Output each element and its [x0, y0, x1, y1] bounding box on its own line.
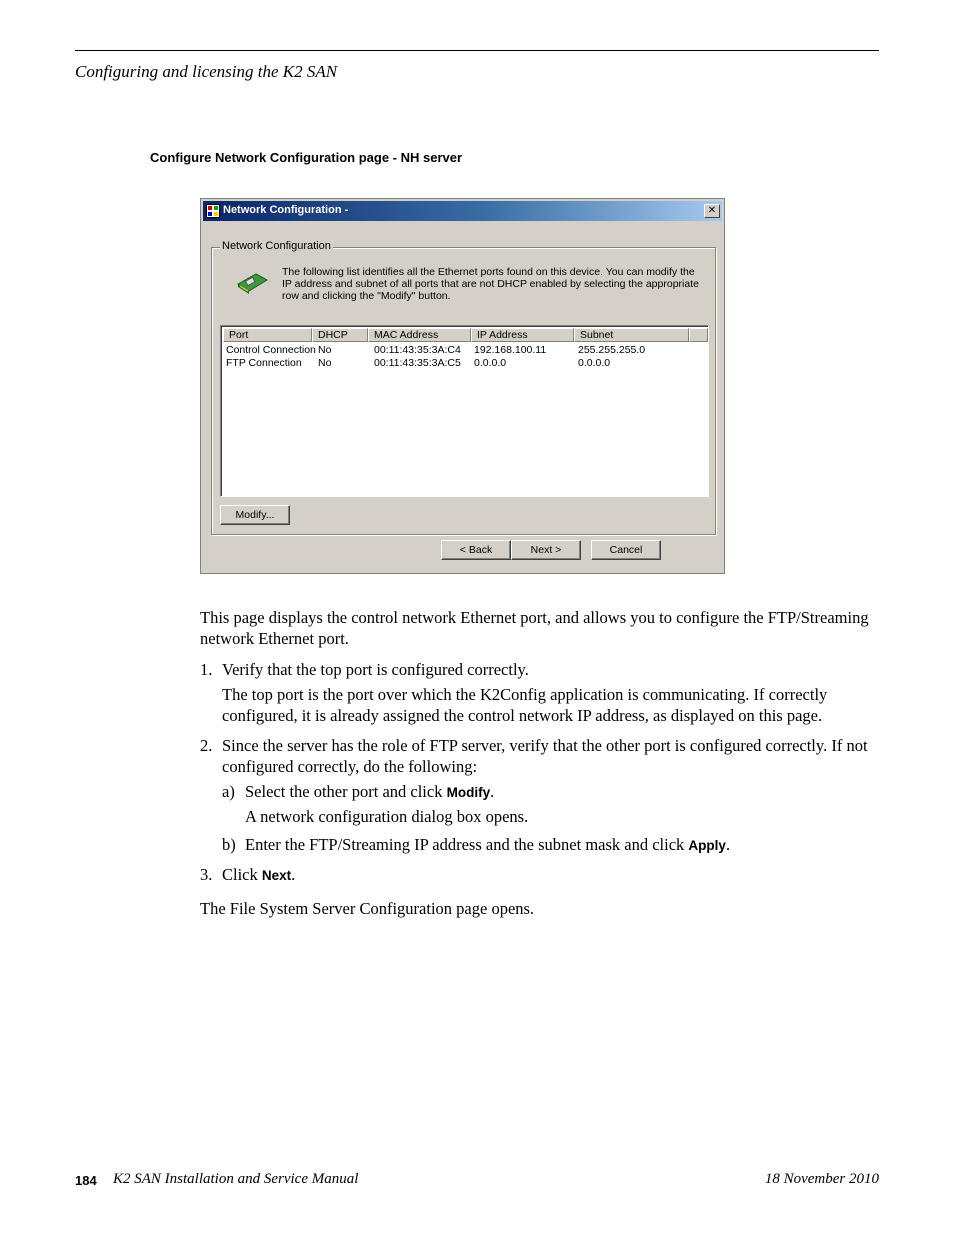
substep-b-end: .	[725, 835, 731, 854]
step-1-detail: The top port is the port over which the K2Config application is communicating. If correctly configured, it is already assigned the control network IP address, as displayed on this page.	[222, 685, 828, 725]
table-row[interactable]	[223, 357, 706, 370]
step-2-text: Since the server has the role of FTP server, verify that the other port is configured correctly. If not configured correctly, do the following:	[222, 736, 868, 776]
cell-mac-address: 00:11:43:35:3A:C4	[374, 344, 461, 356]
publication-date: 18 November 2010	[764, 1171, 879, 1187]
substep-letter: a)	[222, 782, 235, 801]
back-button[interactable]: < Back	[441, 540, 511, 560]
cell-subnet: 255.255.255.0	[578, 344, 646, 356]
substep-a-detail: A network configuration dialog box opens.	[245, 807, 529, 826]
cell-dhcp: No	[318, 357, 332, 369]
modify-button[interactable]: Modify...	[220, 505, 290, 525]
figure-caption: Configure Network Configuration page - NH server	[150, 150, 463, 165]
substep-letter: b)	[222, 835, 236, 854]
chapter-title: Configuring and licensing the K2 SAN	[75, 62, 338, 81]
next-ui-label: Next	[261, 868, 292, 883]
port-list[interactable]	[220, 325, 709, 497]
substep-b-label: Enter the FTP/Streaming IP address and the subnet mask and click	[245, 835, 689, 854]
step-3-text	[222, 864, 882, 886]
cancel-button[interactable]: Cancel	[591, 540, 661, 560]
dialog-titlebar	[203, 201, 722, 221]
cell-subnet: 0.0.0.0	[578, 357, 611, 369]
step-number: 2.	[200, 736, 213, 755]
network-configuration-group	[211, 240, 716, 535]
step-3-label: Click	[222, 865, 262, 884]
step-number: 1.	[200, 660, 213, 679]
table-row[interactable]	[223, 344, 706, 357]
column-header-dhcp[interactable]: DHCP	[312, 328, 368, 342]
outro-paragraph: The File System Server Configuration page opens.	[200, 899, 535, 918]
step-3-end: .	[291, 865, 296, 884]
step-number: 3.	[200, 865, 213, 884]
cell-mac-address: 00:11:43:35:3A:C5	[374, 357, 461, 369]
cell-ip-address: 0.0.0.0	[474, 357, 507, 369]
cell-port: Control Connection	[226, 344, 316, 356]
cell-dhcp: No	[318, 344, 332, 356]
modify-ui-label: Modify	[446, 785, 491, 800]
manual-title: K2 SAN Installation and Service Manual	[113, 1171, 359, 1187]
network-configuration-dialog	[200, 198, 725, 574]
column-header-port[interactable]: Port	[223, 328, 312, 342]
substep-a-text	[245, 781, 885, 803]
column-header-ip-address[interactable]: IP Address	[471, 328, 574, 342]
step-1-text: Verify that the top port is configured correctly.	[222, 660, 529, 679]
intro-paragraph: This page displays the control network Ethernet port, and allows you to configure the FTP/Streaming network Ethernet port.	[200, 608, 869, 648]
port-list-header	[223, 328, 706, 343]
substep-a-end: .	[490, 782, 495, 801]
substep-a-label: Select the other port and click	[245, 782, 447, 801]
column-header-filler	[689, 328, 708, 342]
page-number: 184	[75, 1173, 97, 1188]
group-label: Network Configuration	[222, 240, 331, 252]
application-icon	[206, 204, 220, 218]
cell-port: FTP Connection	[226, 357, 302, 369]
next-button[interactable]: Next >	[511, 540, 581, 560]
dialog-title: Network Configuration -	[223, 204, 349, 216]
apply-ui-label: Apply	[688, 838, 726, 853]
port-list-rows	[223, 344, 706, 370]
description-text: The following list identifies all the Ethernet ports found on this device. You can modify the IP address and subnet of all ports that are not DHCP enabled by selecting the appropriate row and clicking the "Modify" button.	[282, 266, 699, 302]
column-header-mac-address[interactable]: MAC Address	[368, 328, 471, 342]
cell-ip-address: 192.168.100.11	[474, 344, 547, 356]
column-header-subnet[interactable]: Subnet	[574, 328, 689, 342]
close-button[interactable]	[704, 204, 720, 218]
close-icon: ✕	[707, 205, 717, 216]
header-rule	[75, 50, 879, 51]
substep-b-text	[245, 834, 885, 856]
network-card-icon	[234, 270, 270, 296]
